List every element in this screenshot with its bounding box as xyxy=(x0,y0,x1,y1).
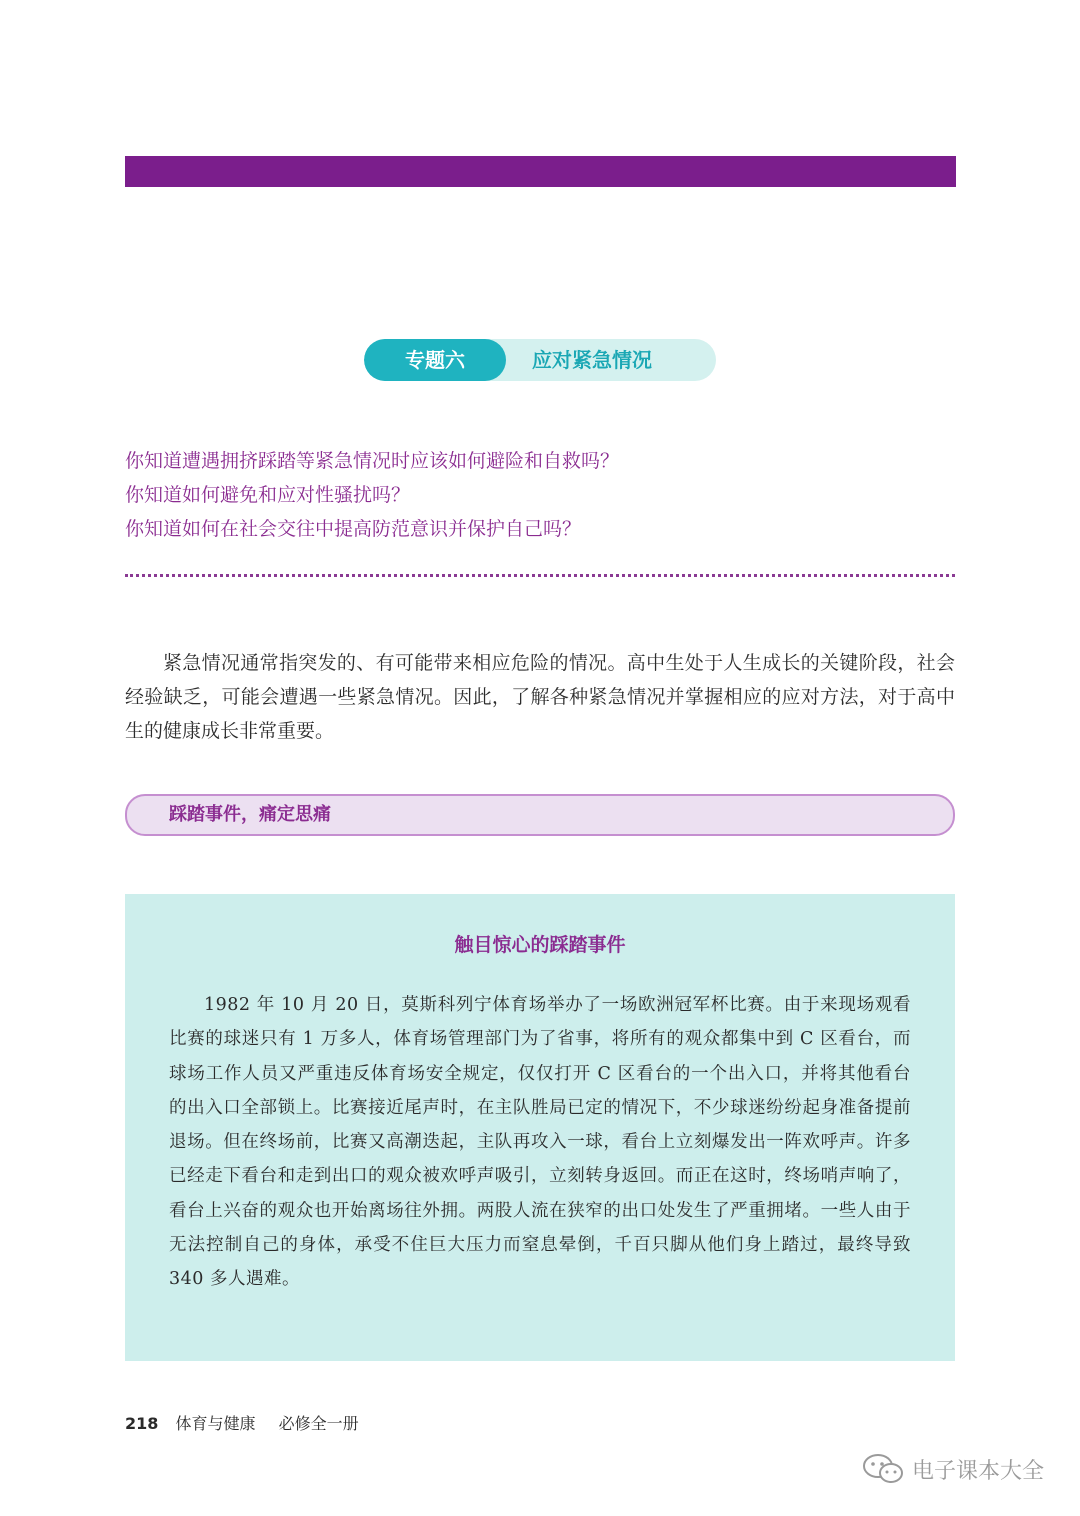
wechat-icon xyxy=(862,1453,904,1485)
topic-number-label: 专题六 xyxy=(364,339,506,381)
intro-paragraph xyxy=(125,646,955,748)
header-band xyxy=(125,156,956,187)
page-number: 218 xyxy=(125,1414,159,1433)
story-box xyxy=(125,894,955,1361)
watermark-text: 电子课本大全 xyxy=(911,1458,1044,1484)
story-title: 触目惊心的踩踏事件 xyxy=(454,934,626,956)
watermark xyxy=(862,1449,1044,1489)
topic-banner xyxy=(364,339,716,381)
guiding-questions xyxy=(125,444,955,546)
topic-title: 应对紧急情况 xyxy=(532,348,652,372)
section-title: 踩踏事件，痛定思痛 xyxy=(169,804,331,825)
dotted-divider xyxy=(125,574,955,577)
page-footer xyxy=(125,1411,359,1434)
section-heading xyxy=(125,794,955,836)
question-item: 你知道遭遇拥挤踩踏等紧急情况时应该如何避险和自救吗？ xyxy=(125,450,620,472)
book-volume: 必修全一册 xyxy=(278,1414,359,1433)
book-title: 体育与健康 xyxy=(175,1414,256,1433)
story-text: 1982 年 10 月 20 日，莫斯科列宁体育场举办了一场欧洲冠军杯比赛。由于来现场观看比赛的球迷只有 1 万多人，体育场管理部门为了省事，将所有的观众都集中到 C 区看台，而球场工作人员又严重违反体育场安全规定，仅仅打开 C 区看台的一个出入口，并将其他看台的出入口全部锁上。比赛接近尾声时，在主队胜局已定的情况下，不少球迷纷纷起身准备提前退场。但在终场前，比赛又高潮迭起，主队再攻入一球，看台上立刻爆发出一阵欢呼声。许多已经走下看台和走到出口的观众被欢呼声吸引，立刻转身返回。而正在这时，终场哨声响了，看台上兴奋的观众也开始离场往外拥。两股人流在狭窄的出口处发生了严重拥堵。一些人由于无法控制自己的身体，承受不住巨大压力而窒息晕倒，千百只脚从他们身上踏过，最终导致 340 多人遇难。 xyxy=(169,995,911,1290)
question-item: 你知道如何在社会交往中提高防范意识并保护自己吗？ xyxy=(125,518,582,540)
intro-text: 紧急情况通常指突发的、有可能带来相应危险的情况。高中生处于人生成长的关键阶段，社会经验缺乏，可能会遭遇一些紧急情况。因此，了解各种紧急情况并掌握相应的应对方法，对于高中生的健康成长非常重要。 xyxy=(125,652,955,742)
story-body xyxy=(169,988,911,1297)
question-item: 你知道如何避免和应对性骚扰吗？ xyxy=(125,484,411,506)
